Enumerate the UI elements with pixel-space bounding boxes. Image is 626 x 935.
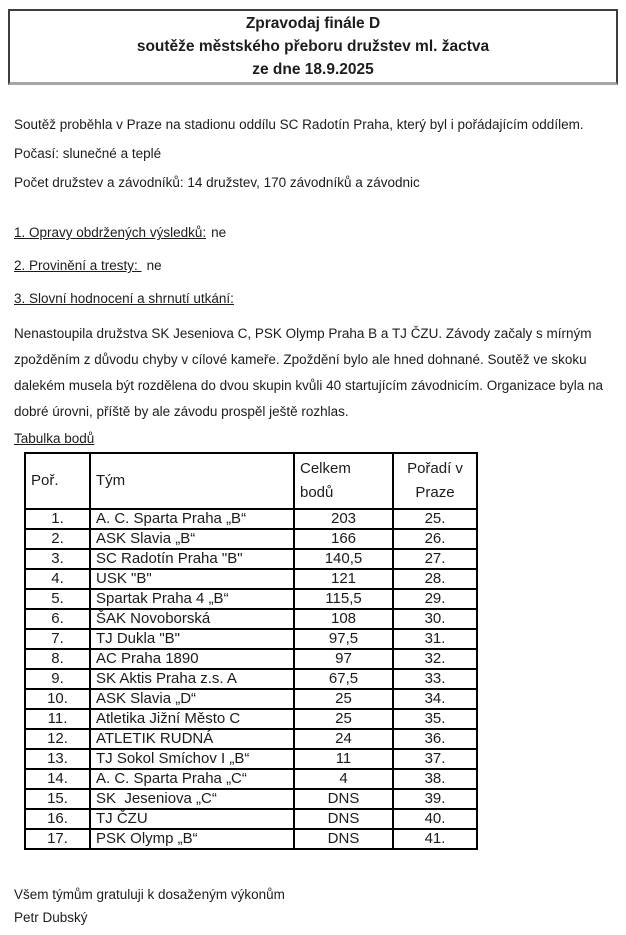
prague-rank-cell: 37. [393,749,477,769]
table-row [25,629,477,649]
rank-cell: 5. [25,589,90,609]
title-line-1: Zpravodaj finále D [245,15,381,32]
rank-cell: 2. [25,529,90,549]
table-body [25,509,477,849]
prague-rank-cell: 32. [393,649,477,669]
section-value: ne [211,225,227,240]
header-cell-points: Celkem bodů [294,453,393,509]
closing-block [14,883,612,929]
section-heading-corrections [14,223,612,242]
points-cell: 97,5 [294,629,393,649]
table-row [25,649,477,669]
rank-cell: 8. [25,649,90,669]
intro-paragraph-weather: Počasí: slunečné a teplé [14,146,162,161]
table-row [25,789,477,809]
document-page [0,9,626,935]
rank-cell: 17. [25,829,90,849]
title-line-2: soutěže městského přeboru družstev ml. žactva [136,38,490,55]
points-cell: 115,5 [294,589,393,609]
rank-cell: 12. [25,729,90,749]
points-cell: 25 [294,709,393,729]
team-cell: ŠAK Novoborská [90,609,294,629]
prague-rank-cell: 34. [393,689,477,709]
prague-rank-cell: 35. [393,709,477,729]
team-cell: SC Radotín Praha "B" [90,549,294,569]
table-row [25,609,477,629]
table-row [25,809,477,829]
team-cell: USK "B" [90,569,294,589]
intro-paragraph-location: Soutěž proběhla v Praze na stadionu oddílu SC Radotín Praha, který byl i pořádajícím oddílem. [14,117,584,132]
table-row [25,729,477,749]
prague-rank-cell: 36. [393,729,477,749]
points-table [24,452,478,850]
table-header-row [25,453,477,509]
points-cell: 121 [294,569,393,589]
rank-cell: 13. [25,749,90,769]
team-cell: TJ Sokol Smíchov I „B“ [90,749,294,769]
points-cell: DNS [294,829,393,849]
rank-cell: 1. [25,509,90,529]
team-cell: SK Aktis Praha z.s. A [90,669,294,689]
table-caption: Tabulka bodů [14,431,95,446]
prague-rank-cell: 29. [393,589,477,609]
intro-paragraph-counts: Počet družstev a závodníků: 14 družstev, 170 závodníků a závodnic [14,175,420,190]
closing-line: Všem týmům gratuluji k dosaženým výkonům [14,887,285,902]
table-row [25,549,477,569]
prague-rank-cell: 33. [393,669,477,689]
rank-cell: 7. [25,629,90,649]
team-cell: A. C. Sparta Praha „C“ [90,769,294,789]
team-cell: ASK Slavia „B“ [90,529,294,549]
table-row [25,689,477,709]
prague-rank-cell: 25. [393,509,477,529]
rank-cell: 6. [25,609,90,629]
section-label: 1. Opravy obdržených výsledků: [14,225,207,240]
table-row [25,589,477,609]
document-body [0,115,626,929]
table-row [25,529,477,549]
points-cell: 25 [294,689,393,709]
points-cell: 166 [294,529,393,549]
team-cell: TJ Dukla "B" [90,629,294,649]
section-value: ne [146,258,162,273]
team-cell: Spartak Praha 4 „B“ [90,589,294,609]
table-row [25,749,477,769]
points-cell: 4 [294,769,393,789]
prague-rank-cell: 38. [393,769,477,789]
header-cell-team: Tým [90,453,294,509]
points-cell: 67,5 [294,669,393,689]
title-box [8,9,618,85]
rank-cell: 3. [25,549,90,569]
section-heading-evaluation [14,289,612,308]
prague-rank-cell: 28. [393,569,477,589]
summary-paragraph: Nenastoupila družstva SK Jeseniova C, PSK Olymp Praha B a TJ ČZU. Závody začaly s mírným zpožděním z důvodu chyby v cílové kameře. Zpoždění bylo ale hned dohnané. Soutěž ve skoku dalekém musela být rozdělena do dvou skupin kvůli 40 startujícím závodnicím. Organizace byla na dobré úrovni, příště by ale závodu prospěl ještě rozhlas. [14,326,604,419]
table-row [25,709,477,729]
rank-cell: 9. [25,669,90,689]
prague-rank-cell: 27. [393,549,477,569]
section-label: 2. Provinění a tresty: [14,258,142,273]
points-cell: 97 [294,649,393,669]
table-row [25,669,477,689]
section-label: 3. Slovní hodnocení a shrnutí utkání: [14,291,234,306]
points-cell: DNS [294,789,393,809]
rank-cell: 16. [25,809,90,829]
table-row [25,829,477,849]
table-row [25,569,477,589]
prague-rank-cell: 41. [393,829,477,849]
rank-cell: 10. [25,689,90,709]
header-cell-prague-rank: Pořadí v Praze [393,453,477,509]
signature: Petr Dubský [14,910,88,925]
points-cell: 203 [294,509,393,529]
team-cell: ATLETIK RUDNÁ [90,729,294,749]
rank-cell: 14. [25,769,90,789]
points-cell: 108 [294,609,393,629]
rank-cell: 4. [25,569,90,589]
team-cell: ASK Slavia „D“ [90,689,294,709]
prague-rank-cell: 30. [393,609,477,629]
team-cell: A. C. Sparta Praha „B“ [90,509,294,529]
prague-rank-cell: 39. [393,789,477,809]
header-cell-rank: Poř. [25,453,90,509]
team-cell: PSK Olymp „B“ [90,829,294,849]
table-row [25,509,477,529]
prague-rank-cell: 26. [393,529,477,549]
prague-rank-cell: 31. [393,629,477,649]
team-cell: AC Praha 1890 [90,649,294,669]
points-cell: DNS [294,809,393,829]
team-cell: Atletika Jižní Město C [90,709,294,729]
rank-cell: 15. [25,789,90,809]
points-cell: 11 [294,749,393,769]
section-heading-penalties [14,256,612,275]
rank-cell: 11. [25,709,90,729]
points-cell: 140,5 [294,549,393,569]
title-line-3: ze dne 18.9.2025 [252,61,374,78]
team-cell: SK Jeseniova „C“ [90,789,294,809]
prague-rank-cell: 40. [393,809,477,829]
points-cell: 24 [294,729,393,749]
table-row [25,769,477,789]
team-cell: TJ ČZU [90,809,294,829]
